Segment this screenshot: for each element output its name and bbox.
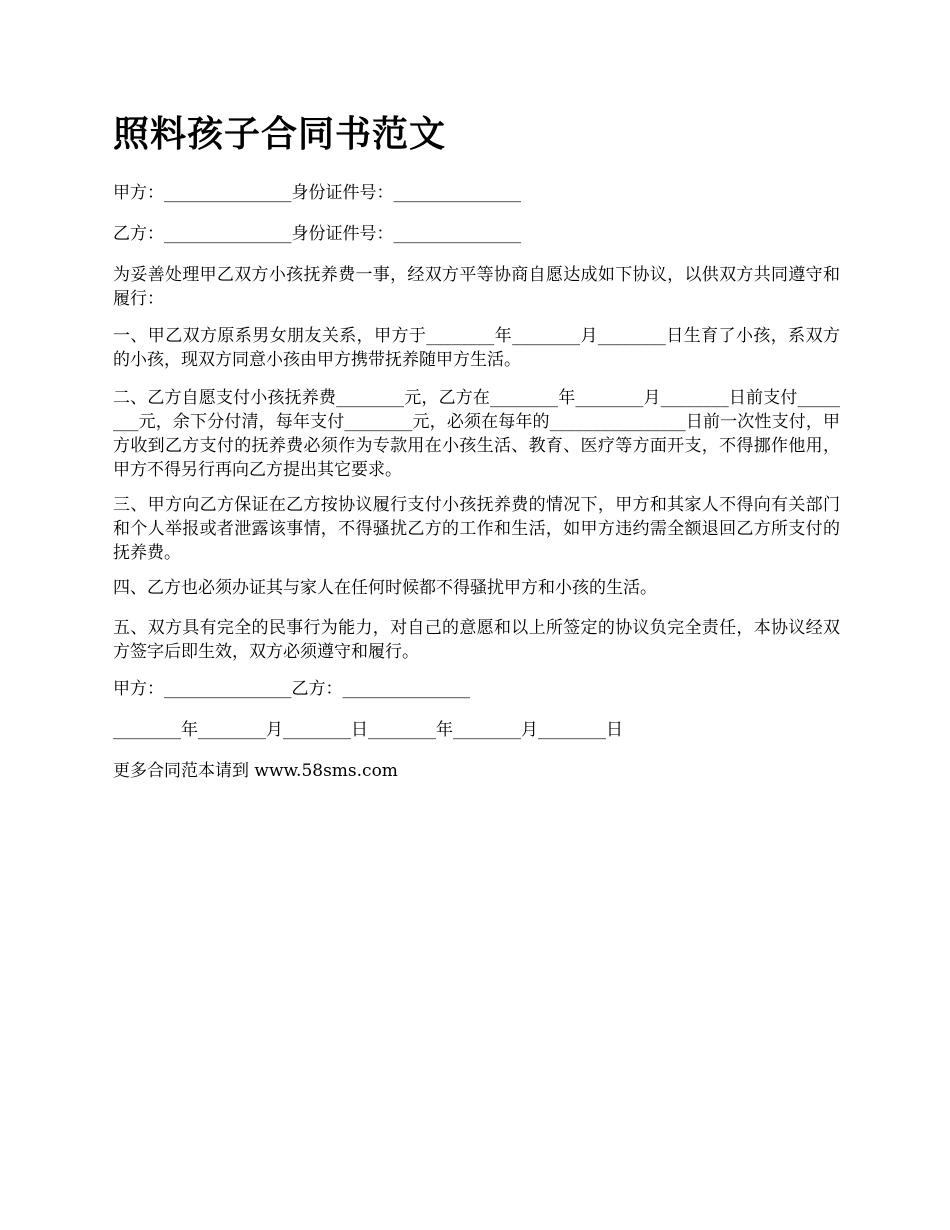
clause-2: 二、乙方自愿支付小孩抚养费________元，乙方在________年________月________日前支付________元，余下分付清，每年支付________元，必须在每年的________________日前一次性支付，甲方收到乙方支付的抚养费必须作为专款用在小孩生活、教育、医疗等方面开支，不得挪作他用，甲方不得另行再向乙方提出其它要求。	[113, 388, 840, 480]
footer-link-text: 更多合同范本请到 www.58sms.com	[113, 761, 398, 781]
clause-4: 四、乙方也必须办证其与家人在任何时候都不得骚扰甲方和小孩的生活。	[113, 578, 657, 598]
party-b-line: 乙方：_______________身份证件号：_______________	[113, 224, 521, 244]
intro-paragraph: 为妥善处理甲乙双方小孩抚养费一事，经双方平等协商自愿达成如下协议，以供双方共同遵守和履行：	[113, 265, 840, 309]
document-title: 照料孩子合同书范文	[113, 114, 447, 155]
clause-1: 一、甲乙双方原系男女朋友关系，甲方于________年________月________日生育了小孩，系双方的小孩，现双方同意小孩由甲方携带抚养随甲方生活。	[113, 326, 840, 370]
signature-line: 甲方：_______________乙方：_______________	[113, 679, 470, 699]
party-a-line: 甲方：_______________身份证件号：_______________	[113, 183, 521, 203]
clause-5: 五、双方具有完全的民事行为能力，对自己的意愿和以上所签定的协议负完全责任，本协议经双方签字后即生效，双方必须遵守和履行。	[113, 618, 840, 662]
date-line: ________年________月________日________年________月________日	[113, 720, 623, 740]
clause-3: 三、甲方向乙方保证在乙方按协议履行支付小孩抚养费的情况下，甲方和其家人不得向有关部门和个人举报或者泄露该事情，不得骚扰乙方的工作和生活，如甲方违约需全额退回乙方所支付的抚养费。	[113, 495, 840, 563]
